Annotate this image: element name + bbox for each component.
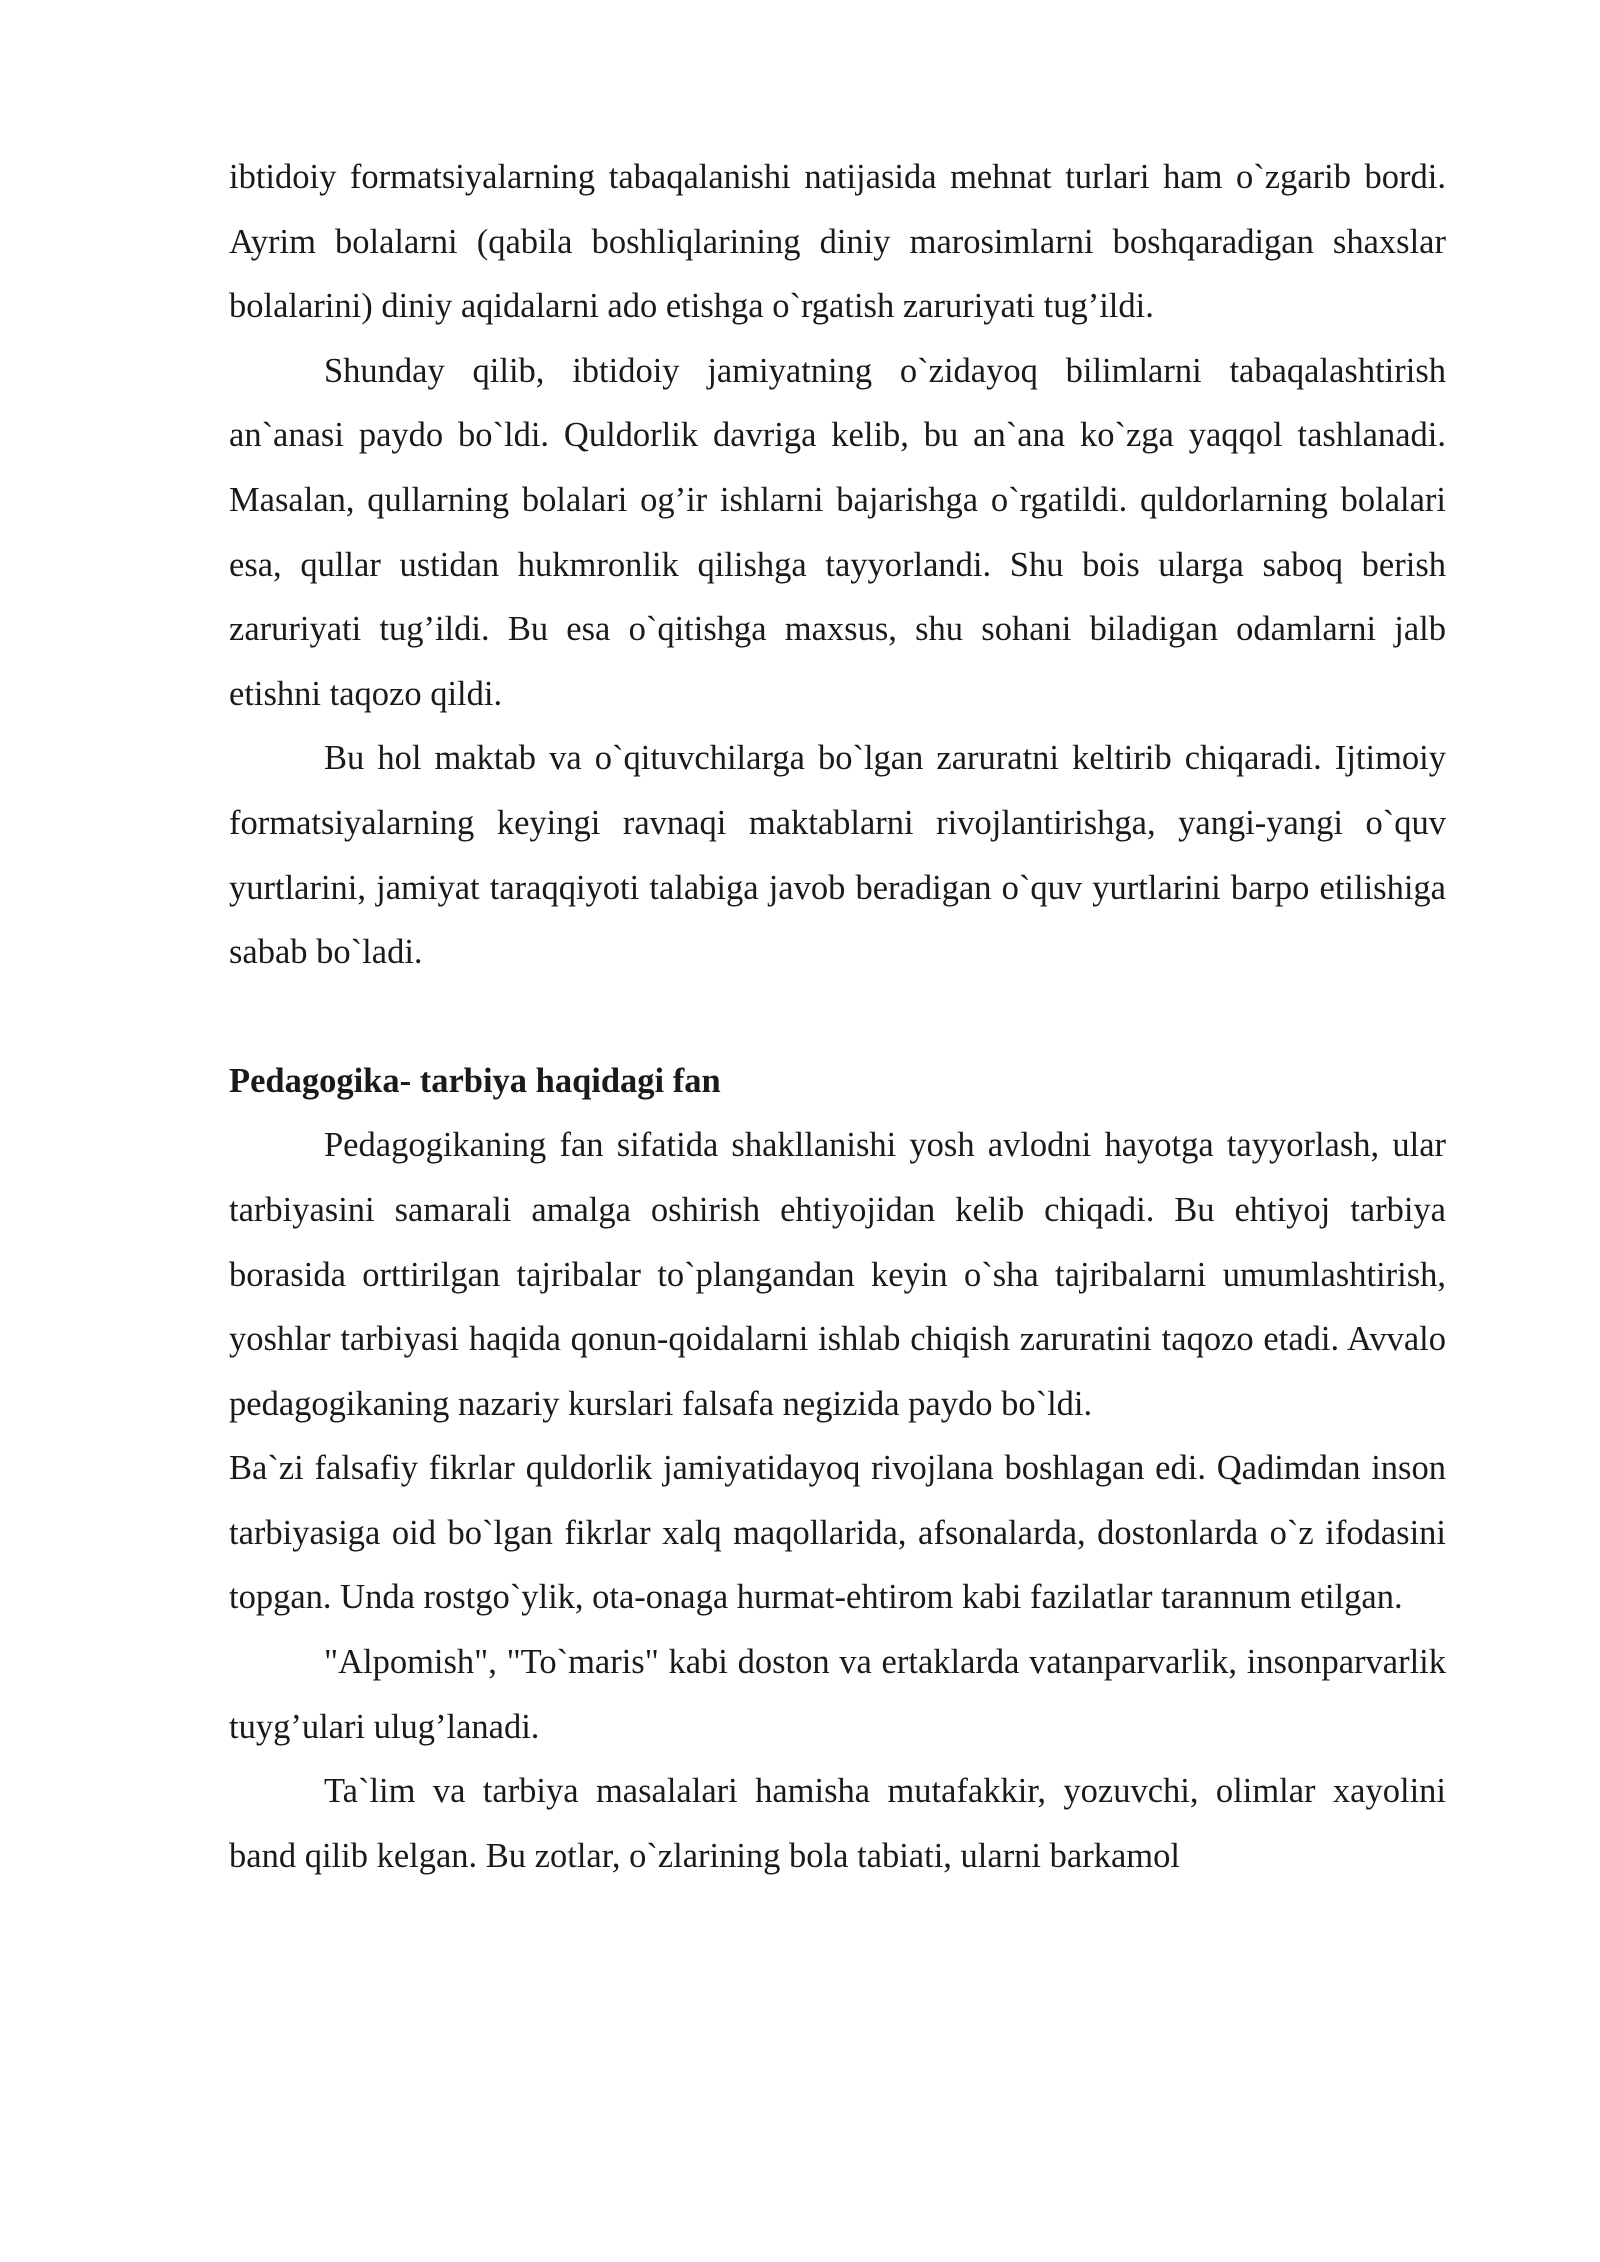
paragraph-5: Ba`zi falsafiy fikrlar quldorlik jamiyatidayoq rivojlana boshlagan edi. Qadimdan inson tarbiyasiga oid bo`lgan fikrlar xalq maqollarida, afsonalarda, dostonlarda o`z ifodasini topgan. Unda rostgo`ylik, ota-onaga hurmat-ehtirom kabi fazilatlar tarannum etilgan. [229,1449,1446,1617]
paragraph-6: "Alpomish", "To`maris" kabi doston va ertaklarda vatanparvarlik, insonparvarlik tuyg’ulari ulug’lanadi. [229,1643,1446,1746]
section-heading: Pedagogika- tarbiya haqidagi fan [229,1061,721,1100]
document-body [229,145,1446,1888]
paragraph-2: Shunday qilib, ibtidoiy jamiyatning o`zidayoq bilimlarni tabaqalashtirish an`anasi paydo bo`ldi. Quldorlik davriga kelib, bu an`ana ko`zga yaqqol tashlanadi. Masalan, qullarning bolalari og’ir ishlarni bajarishga o`rgatildi. quldorlarning bolalari esa, qullar ustidan hukmronlik qilishga tayyorlandi. Shu bois ularga saboq berish zaruriyati tug’ildi. Bu esa o`qitishga maxsus, shu sohani biladigan odamlarni jalb etishni taqozo qildi. [229,351,1446,713]
paragraph-3: Bu hol maktab va o`qituvchilarga bo`lgan zaruratni keltirib chiqaradi. Ijtimoiy formatsiyalarning keyingi ravnaqi maktablarni rivojlantirishga, yangi-yangi o`quv yurtlarini, jamiyat taraqqiyoti talabiga javob beradigan o`quv yurtlarini barpo etilishiga sabab bo`ladi. [229,739,1446,972]
paragraph-4: Pedagogikaning fan sifatida shakllanishi yosh avlodni hayotga tayyorlash, ular tarbiyasini samarali amalga oshirish ehtiyojidan kelib chiqadi. Bu ehtiyoj tarbiya borasida orttirilgan tajribalar to`plangandan keyin o`sha tajribalarni umumlashtirish, yoshlar tarbiyasi haqida qonun-qoidalarni ishlab chiqish zaruratini taqozo etadi. Avvalo pedagogikaning nazariy kurslari falsafa negizida paydo bo`ldi. [229,1126,1446,1423]
paragraph-7: Ta`lim va tarbiya masalalari hamisha mutafakkir, yozuvchi, olimlar xayolini band qilib kelgan. Bu zotlar, o`zlarining bola tabiati, ularni barkamol [229,1772,1446,1875]
paragraph-1: ibtidoiy formatsiyalarning tabaqalanishi natijasida mehnat turlari ham o`zgarib bordi. Ayrim bolalarni (qabila boshliqlarining diniy marosimlarni boshqaradigan shaxslar bolalarini) diniy aqidalarni ado etishga o`rgatish zaruriyati tug’ildi. [229,158,1446,326]
